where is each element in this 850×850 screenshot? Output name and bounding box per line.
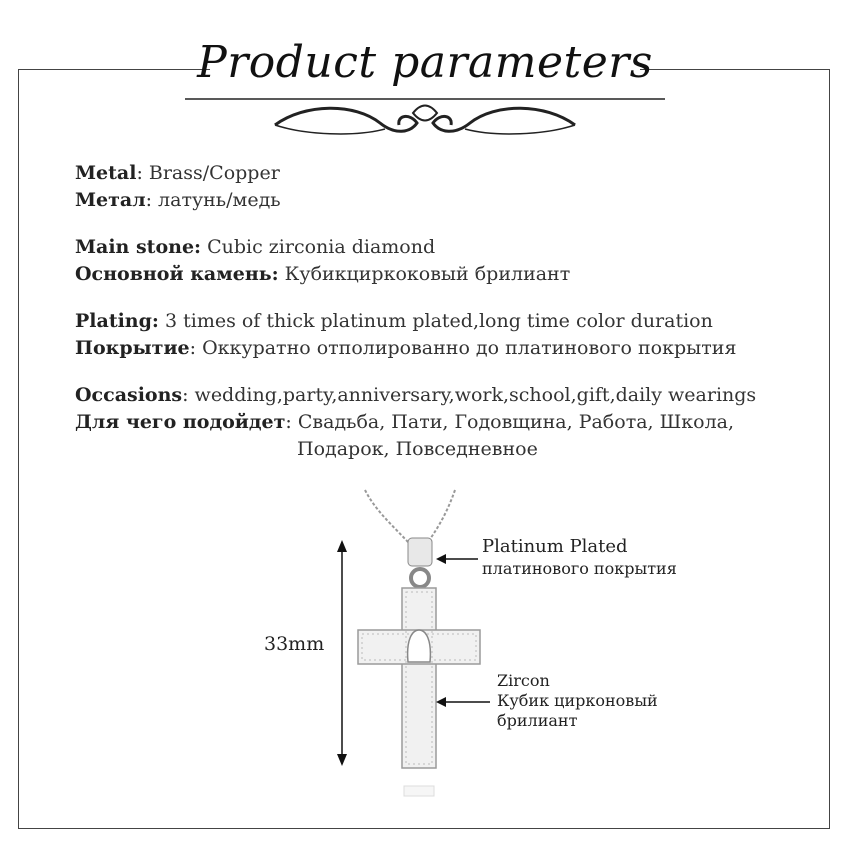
spec-ru-continued: Подарок, Повседневное xyxy=(297,438,538,460)
zircon-label-ru-2: брилиант xyxy=(497,711,578,730)
spec-label: Покрытие xyxy=(75,337,190,359)
cross-pendant xyxy=(358,588,480,796)
spec-value: Кубикциркоковый брилиант xyxy=(278,263,571,285)
spec-label: Для чего подойдет xyxy=(75,411,286,433)
spec-label: Occasions xyxy=(75,384,183,406)
spec-value: Cubic zirconia diamond xyxy=(201,236,436,258)
spec-value: : Оккуратно отполированно до платинового покрытия xyxy=(189,337,737,359)
plating-label-ru: платинового покрытия xyxy=(482,559,677,578)
spec-value: : латунь/медь xyxy=(145,189,281,211)
zircon-pointer-arrow xyxy=(436,697,490,707)
zircon-label-en: Zircon xyxy=(497,671,550,690)
pendant-bail xyxy=(408,538,432,587)
zircon-label-ru-1: Кубик цирконовый xyxy=(497,691,658,710)
size-arrow xyxy=(337,540,347,766)
spec-label: Metal xyxy=(75,162,137,184)
size-label: 33mm xyxy=(264,633,325,655)
spec-label: Метал xyxy=(75,189,146,211)
chain xyxy=(365,490,455,542)
spec-value: : wedding,party,anniversary,work,school,gift,daily wearings xyxy=(182,384,757,406)
page-title: Product parameters xyxy=(197,37,653,88)
spec-value: 3 times of thick platinum plated,long time color duration xyxy=(158,310,713,332)
spec-label: Main stone: xyxy=(75,236,202,258)
spec-label: Основной камень: xyxy=(75,263,279,285)
spec-value: : Brass/Copper xyxy=(136,162,280,184)
plating-pointer-arrow xyxy=(436,554,478,564)
spec-label: Plating: xyxy=(75,310,159,332)
plating-label-en: Platinum Plated xyxy=(482,536,628,557)
spec-value: : Свадьба, Пати, Годовщина, Работа, Школа, xyxy=(285,411,735,433)
